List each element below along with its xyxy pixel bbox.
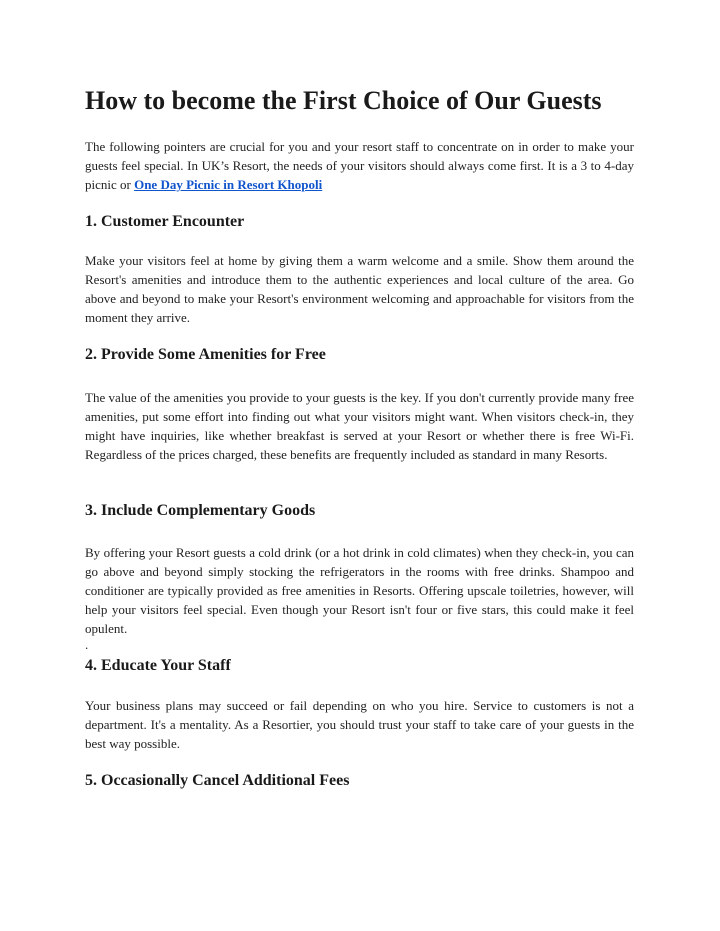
section-heading-free-amenities: 2. Provide Some Amenities for Free bbox=[85, 346, 326, 363]
section-body-educate-staff: Your business plans may succeed or fail depending on who you hire. Service to customers is not a department. It's a mentality. As a Resortier, you should trust your staff to take care of your guests in the best way possible. bbox=[85, 698, 634, 751]
section-body-free-amenities: The value of the amenities you provide to your guests is the key. If you don't currently provide many free amenities, put some effort into finding out what your visitors might want. When visitors check-in, they might have inquiries, like whether breakfast is served at your Resort or whether there is free Wi-Fi. Regardless of the prices charged, these benefits are frequently included as standard in many Resorts. bbox=[85, 390, 634, 462]
section-heading-complementary-goods: 3. Include Complementary Goods bbox=[85, 502, 316, 519]
section-body-customer-encounter: Make your visitors feel at home by giving them a warm welcome and a smile. Show them around the Resort's amenities and introduce them to the authentic experiences and local culture of the area. Go above and beyond to make your Resort's environment welcoming and approachable for visitors from the moment they arrive. bbox=[85, 253, 634, 325]
page-title: How to become the First Choice of Our Guests bbox=[85, 86, 602, 115]
intro-paragraph bbox=[85, 137, 634, 194]
intro-text: The following pointers are crucial for you and your resort staff to concentrate on in order to make your guests feel special. In UK’s Resort, the needs of your visitors should always come first. It is a 3 to 4-day picnic or bbox=[85, 139, 634, 192]
one-day-picnic-link[interactable]: One Day Picnic in Resort Khopoli bbox=[134, 177, 323, 192]
section-body-complementary-goods: By offering your Resort guests a cold drink (or a hot drink in cold climates) when they check-in, you can go above and beyond simply stocking the refrigerators in the rooms with free drinks. Shampoo and conditioner are typically provided as free amenities in Resorts. Offering upscale toiletries, however, will help your visitors feel special. Even though your Resort isn't four or five stars, this could make it feel opulent. bbox=[85, 545, 634, 636]
section-heading-cancel-fees: 5. Occasionally Cancel Additional Fees bbox=[85, 772, 350, 789]
section-heading-customer-encounter: 1. Customer Encounter bbox=[85, 213, 245, 230]
section-heading-educate-staff: 4. Educate Your Staff bbox=[85, 657, 231, 674]
separator-dot: . bbox=[85, 637, 89, 652]
